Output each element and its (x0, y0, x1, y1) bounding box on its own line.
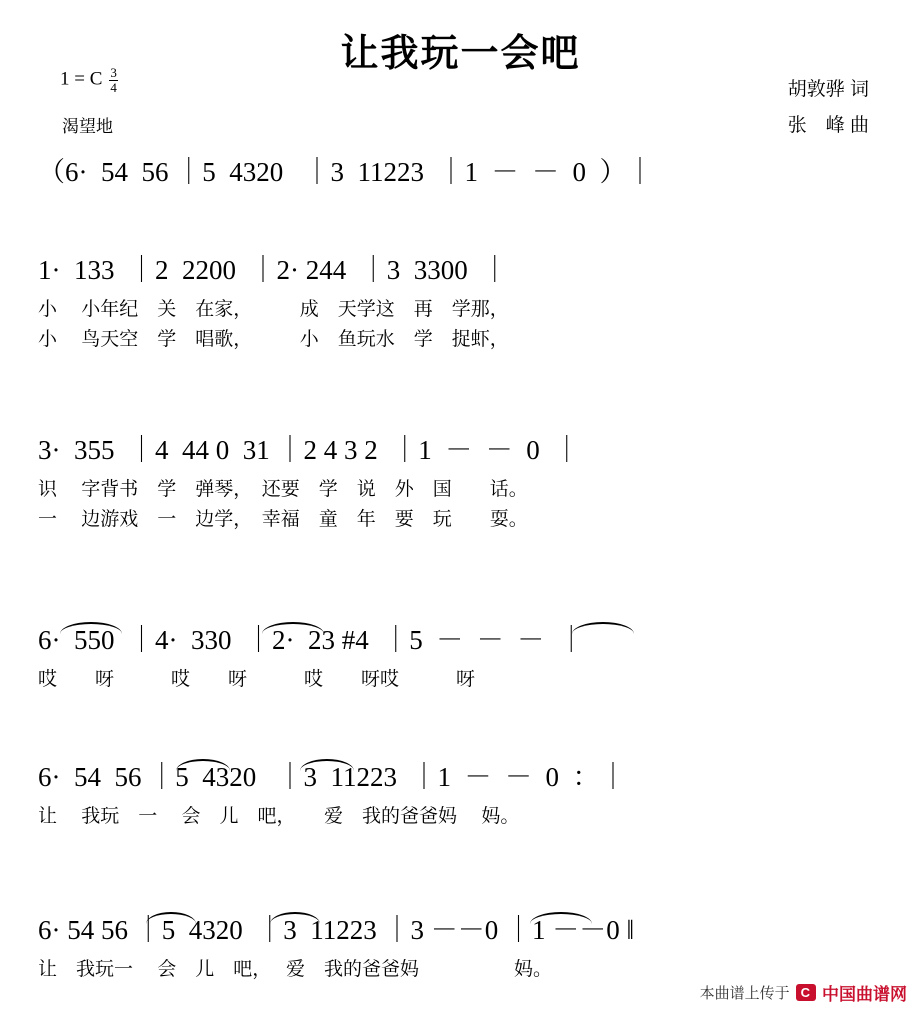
site-logo-icon: C (796, 984, 816, 1001)
lyrics-row-1: 哎 呀 哎 呀 哎 呀哎 呀 (38, 669, 476, 690)
time-signature-denominator: 4 (110, 79, 117, 95)
lyrics-row-1: 小 小年纪 关 在家， 成 天学这 再 学那， (38, 299, 509, 320)
music-line-ending (0, 908, 921, 984)
credits (788, 72, 869, 144)
music-line-chorus1 (0, 618, 921, 694)
site-name: 中国曲谱网 (822, 985, 907, 1004)
lyrics-row-2: 小 鸟天空 学 唱歌， 小 鱼玩水 学 捉虾， (38, 329, 509, 350)
key-label: 1 = C (60, 68, 103, 90)
music-line-verse2 (0, 428, 921, 534)
notation-row: 6· 550 ｜4· 330 ｜2· 23 #4 ｜5 － － － ｜ (38, 625, 585, 655)
footer-watermark (700, 980, 907, 1005)
notation-row: 3· 355 ｜4 44 0 31 ｜2 4 3 2 ｜1 － － 0 ｜ (38, 435, 581, 465)
footer-text: 本曲谱上传于 (699, 985, 790, 1002)
notation-row: （6· 54 56 ｜5 4320 ｜3 11223 ｜1 － － 0 ）｜ (38, 157, 654, 187)
notation-row: 6· 54 56 ｜5 4320 ｜3 11223 ｜3 －－0 ｜1 －－0 ‖ (38, 915, 635, 945)
time-signature (109, 66, 118, 94)
composer-credit: 张 峰 曲 (787, 115, 869, 137)
music-line-intro (0, 150, 921, 196)
lyrics-row-2: 一 边游戏 一 边学， 幸福 童 年 要 玩 耍。 (38, 509, 528, 530)
notation-row: 6· 54 56 ｜5 4320 ｜3 11223 ｜1 － － 0 ：｜ (38, 762, 627, 792)
lyrics-row-1: 让 我玩一 会 儿 吧， 爱 我的爸爸妈 妈。 (38, 959, 553, 980)
time-signature-numerator: 3 (110, 65, 117, 80)
mood-marking: 渴望地 (62, 117, 113, 136)
lyrics-row-1: 识 字背书 学 弹琴， 还要 学 说 外 国 话。 (38, 479, 528, 500)
music-line-verse1 (0, 248, 921, 354)
page-title: 让我玩一会吧 (340, 33, 581, 75)
music-line-chorus2 (0, 755, 921, 831)
notation-row: 1· 133 ｜2 2200 ｜2· 244 ｜3 3300 ｜ (38, 255, 509, 285)
lyricist-credit: 胡敦骅 词 (787, 79, 869, 100)
key-signature (60, 66, 118, 94)
lyrics-row-1: 让 我玩 一 会 儿 吧， 爱 我的爸爸妈 妈。 (38, 806, 520, 827)
